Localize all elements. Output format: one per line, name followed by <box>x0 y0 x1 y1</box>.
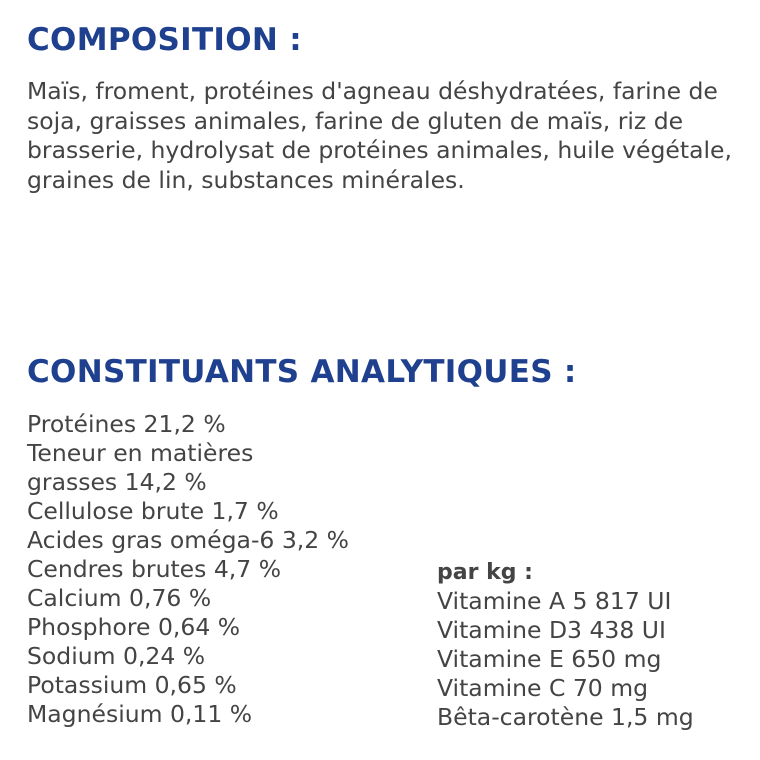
list-item: Vitamine C 70 mg <box>437 674 649 702</box>
list-item: Vitamine E 650 mg <box>437 645 662 673</box>
analytical-constituents-heading: CONSTITUANTS ANALYTIQUES : <box>27 354 577 390</box>
list-item: Protéines 21,2 % <box>27 410 226 438</box>
list-item: Potassium 0,65 % <box>27 671 237 699</box>
list-item: Phosphore 0,64 % <box>27 613 241 641</box>
list-item: Bêta-carotène 1,5 mg <box>437 703 694 731</box>
list-item: Cendres brutes 4,7 % <box>27 555 282 583</box>
composition-heading: COMPOSITION : <box>27 22 302 58</box>
composition-text: Maïs, froment, protéines d'agneau déshydratées, farine de soja, graisses animales, farine de gluten de maïs, riz de brasserie, hydrolysat de protéines animales, huile végétale, graines de lin, substances minérales. <box>27 77 732 194</box>
list-item: Magnésium 0,11 % <box>27 700 253 728</box>
list-item: Vitamine A 5 817 UI <box>437 587 672 615</box>
list-item: Acides gras oméga-6 3,2 % <box>27 526 350 554</box>
list-item: Calcium 0,76 % <box>27 584 212 612</box>
list-item: Cellulose brute 1,7 % <box>27 497 279 525</box>
analytical-constituents-list <box>27 410 427 729</box>
list-item: Sodium 0,24 % <box>27 642 206 670</box>
vitamins-block <box>437 558 757 732</box>
list-item: Vitamine D3 438 UI <box>437 616 666 644</box>
per-kg-label: par kg : <box>437 560 533 585</box>
vitamins-list <box>437 587 757 732</box>
list-item: Teneur en matières grasses 14,2 % <box>27 439 254 496</box>
